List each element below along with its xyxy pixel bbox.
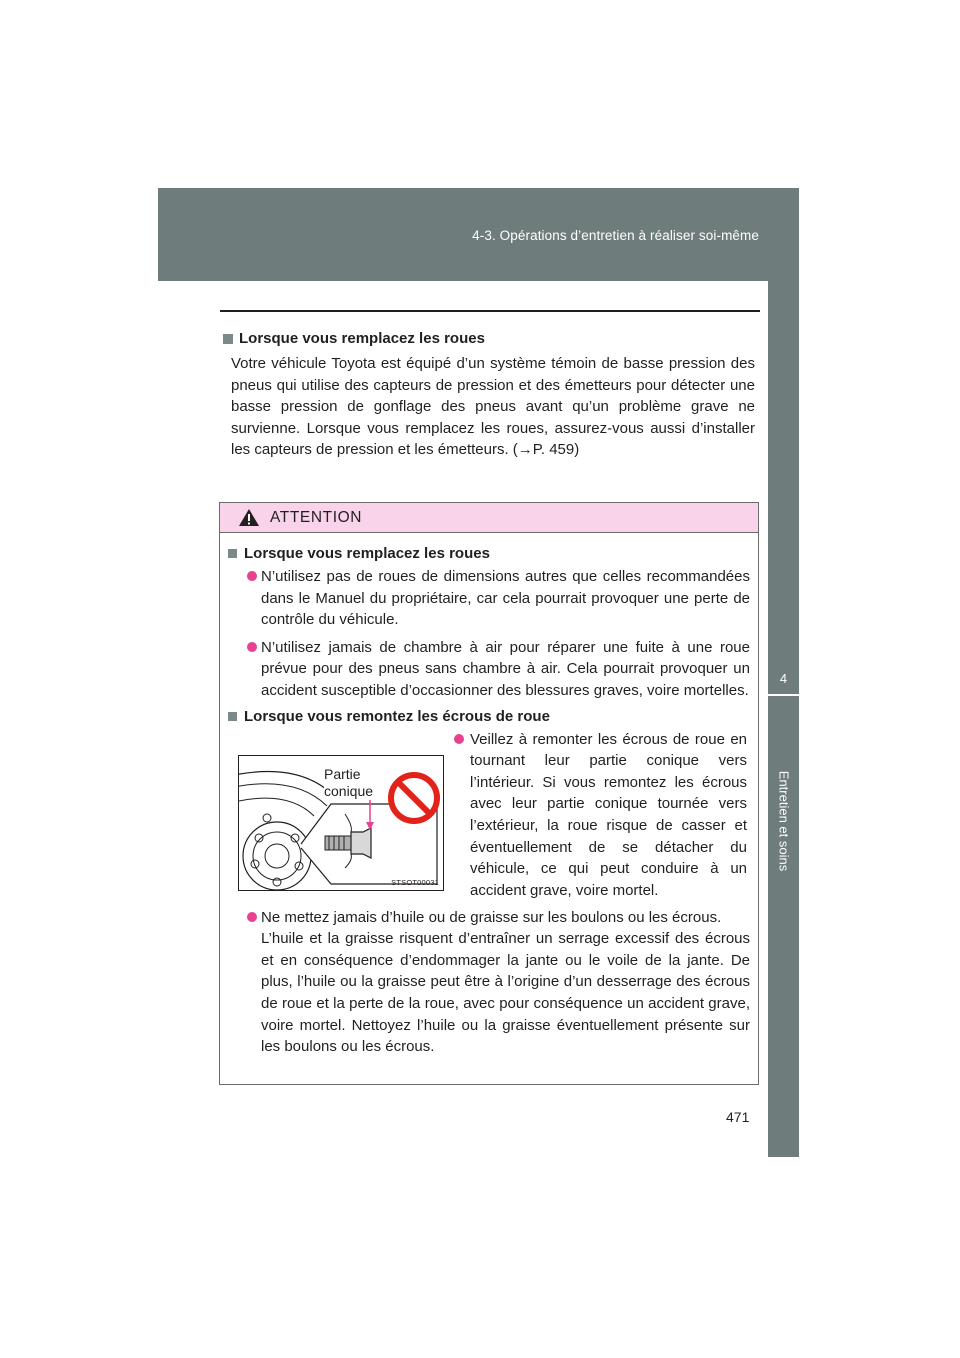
warning-title: ATTENTION [270, 508, 363, 526]
section-paragraph: Votre véhicule Toyota est équipé d’un système témoin de basse pression des pneus qui utilise des capteurs de pression et des émetteurs pour détecter une basse pression de gonflage des pneus avant qu’un problème grave ne survienne. Lorsque vous remplacez les roues, assurez-vous aussi d’installer les capteurs de pression et les émetteurs. (→P. 459) [231, 355, 755, 459]
warning-bullet-first-line: Ne mettez jamais d’huile ou de graisse sur les boulons ou les écrous. [261, 908, 722, 926]
chapter-label: Entretien et soins [776, 770, 791, 872]
top-rule [220, 310, 760, 312]
warning-bullet-text: N’utilisez jamais de chambre à air pour réparer une fuite à une roue prévue pour des pneus sans chambre à air. Cela pourrait provoquer un accident susceptible d’occasionner des blessures graves, voire mortelles. [261, 638, 750, 699]
page-number: 471 [726, 1109, 750, 1125]
section-heading-text: Lorsque vous remplacez les roues [239, 330, 485, 347]
square-bullet-icon [228, 549, 237, 558]
warning-box [219, 502, 759, 1085]
figure-side-bullet [450, 729, 747, 908]
warning-heading-nuts [228, 708, 750, 725]
figure-row [228, 729, 750, 901]
warning-bullet-text: Veillez à remonter les écrous de roue en tournant leur partie conique vers l’intérieur. Si vous remontez les écrous avec leur partie conique tournée vers l’extérieur, la roue risque de casser et éventuellement de se détacher du véhicule, ce qui peut conduire à un accident grave, voire mortel. [470, 730, 747, 899]
warning-heading-wheels-text: Lorsque vous remplacez les roues [244, 545, 490, 562]
figure-label-line2: conique [324, 782, 374, 799]
warning-bullet [228, 907, 750, 1058]
warning-bullet [228, 566, 750, 631]
chapter-number: 4 [779, 671, 788, 686]
figure-label-line1: Partie [324, 765, 361, 782]
bullet-dot-icon [247, 912, 257, 922]
chapter-side-tab [768, 281, 799, 1157]
bullet-dot-icon [247, 642, 257, 652]
bullet-dot-icon [454, 734, 464, 744]
section-title: 4-3. Opérations d’entretien à réaliser soi-même [472, 228, 759, 243]
warning-bullet [450, 729, 747, 902]
bullet-dot-icon [247, 571, 257, 581]
warning-heading-nuts-text: Lorsque vous remontez les écrous de roue [244, 707, 550, 725]
section-heading [223, 330, 755, 347]
warning-body [220, 533, 758, 1058]
warning-header [220, 503, 758, 533]
wheel-replacement-section [223, 330, 755, 461]
figure-code: STSOT00031 [391, 877, 439, 887]
figure-callout-label [324, 766, 373, 800]
warning-bullet-text: N’utilisez pas de roues de dimensions autres que celles recommandées dans le Manuel du propriétaire, car cela pourrait provoquer une perte de contrôle du véhicule. [261, 568, 750, 629]
chapter-divider [768, 694, 799, 696]
square-bullet-icon [223, 334, 233, 344]
square-bullet-icon [228, 712, 237, 721]
warning-bullet [228, 637, 750, 702]
header-band [158, 188, 799, 281]
warning-triangle-icon [238, 508, 260, 527]
warning-bullet-text: L’huile et la graisse risquent d’entraîner un serrage excessif des écrous et en conséquence d’endommager la jante ou le voile de la jante. De plus, l’huile ou la graisse peut être à l’origine d’un desserrage des écrous de roue et la perte de la roue, avec pour conséquence un accident grave, voire mortel. Nettoyez l’huile ou la graisse éventuellement présente sur les boulons ou les écrous. [261, 930, 750, 1056]
wheel-nut-figure [238, 755, 444, 891]
warning-heading-wheels [228, 545, 750, 562]
